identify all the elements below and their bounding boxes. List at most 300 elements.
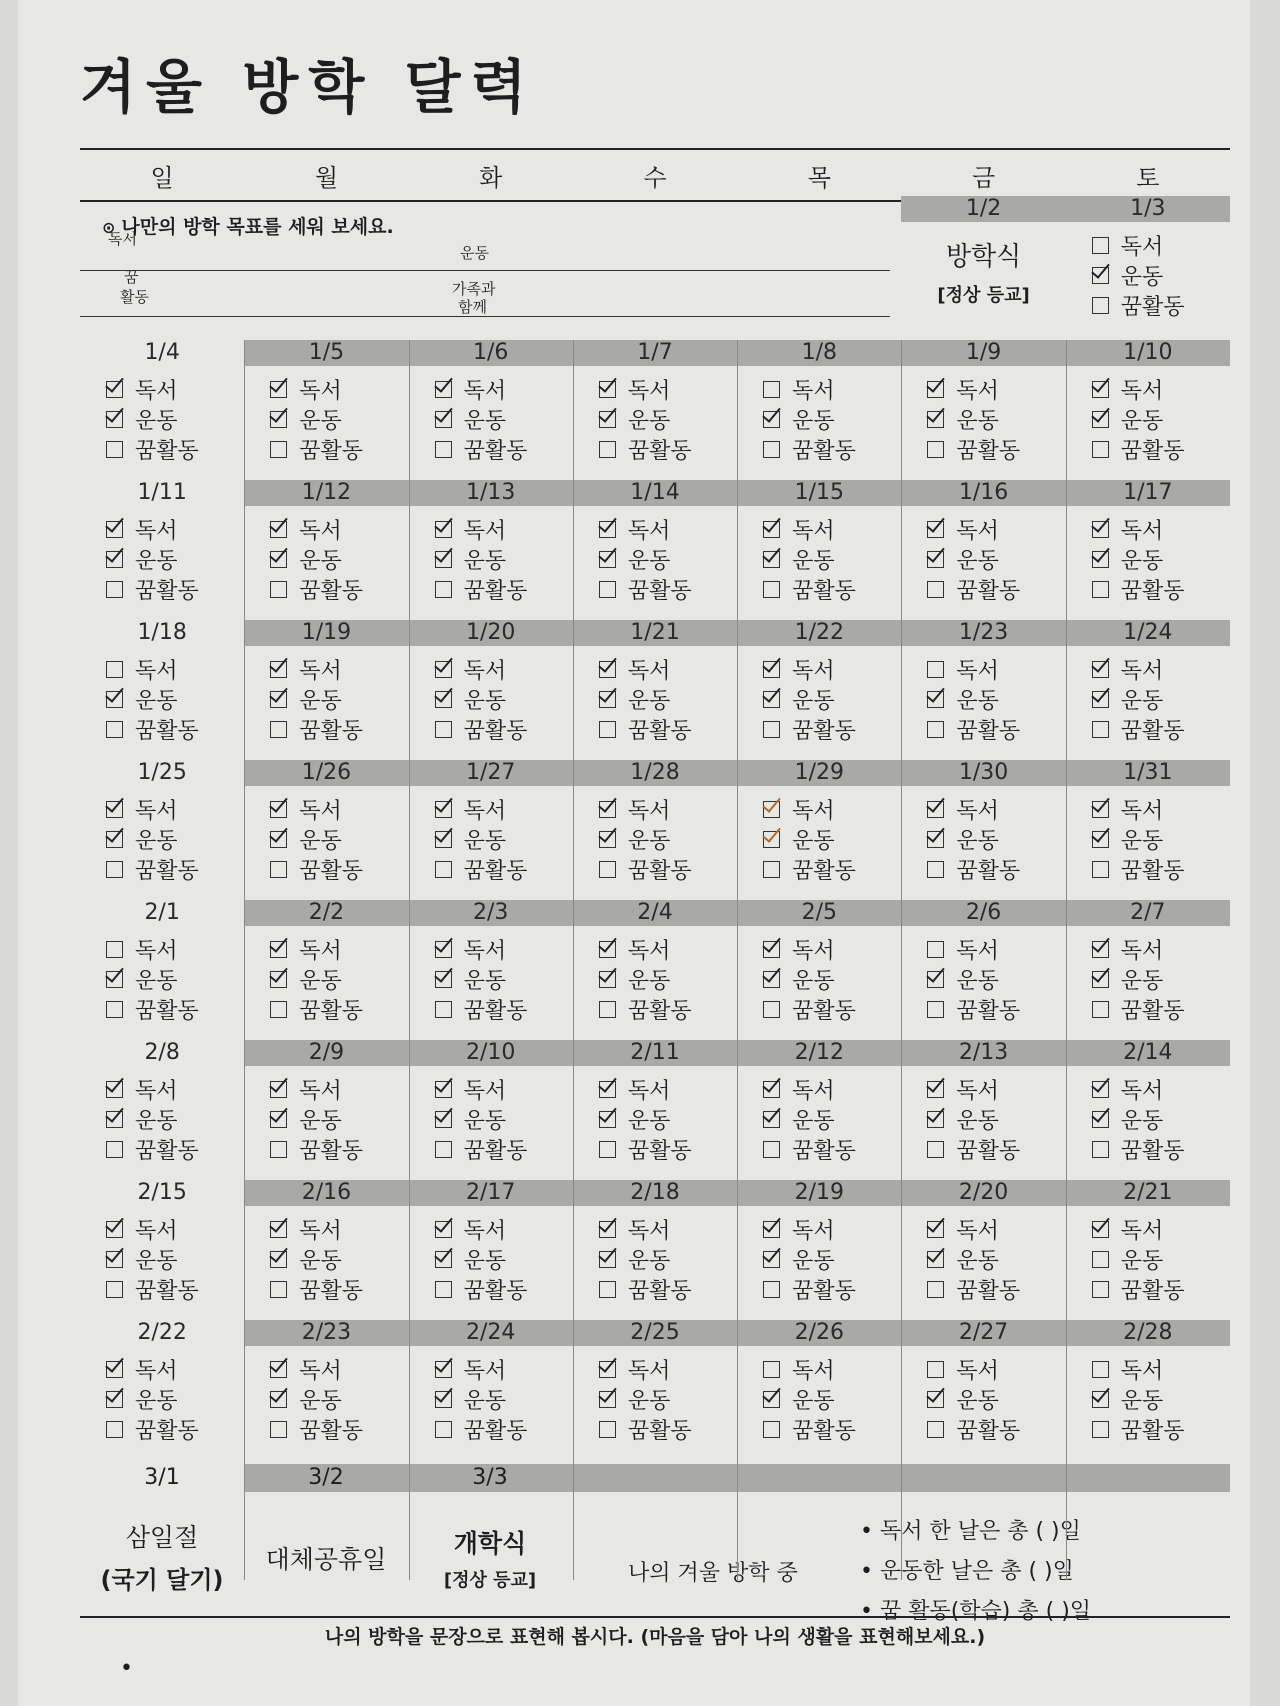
reading-checkbox[interactable] — [270, 941, 287, 958]
exercise-checkbox[interactable] — [599, 971, 616, 988]
activity-label: 운동 — [792, 968, 835, 994]
date-label: 2/7 — [1066, 900, 1230, 926]
activity-label: 꿈활동 — [299, 858, 364, 884]
activity-list — [901, 926, 1065, 1024]
exercise-checkbox[interactable] — [763, 411, 780, 428]
exercise-checkbox[interactable] — [599, 1391, 616, 1408]
dream-item — [270, 714, 408, 744]
reading-checkbox[interactable] — [435, 521, 452, 538]
reading-checkbox[interactable] — [763, 521, 780, 538]
dream-item — [435, 434, 573, 464]
reading-checkbox[interactable] — [435, 801, 452, 818]
activity-label: 운동 — [135, 968, 178, 994]
reading-checkbox[interactable] — [106, 1221, 123, 1238]
exercise-item — [435, 964, 573, 994]
dream-checkbox[interactable] — [435, 441, 452, 458]
activity-label: 꿈활동 — [792, 998, 856, 1024]
reading-checkbox[interactable] — [106, 801, 123, 818]
dream-checkbox[interactable] — [599, 1001, 616, 1018]
reading-checkbox[interactable] — [270, 661, 287, 678]
exercise-item — [435, 404, 573, 434]
exercise-checkbox[interactable] — [599, 551, 616, 568]
dream-item — [1092, 1414, 1230, 1444]
day-cell — [573, 340, 737, 478]
date-label: 2/21 — [1066, 1180, 1230, 1206]
activity-label: 꿈활동 — [463, 438, 528, 464]
reading-checkbox[interactable] — [1092, 941, 1109, 958]
reading-checkbox[interactable] — [435, 1361, 452, 1378]
exercise-checkbox[interactable] — [270, 411, 287, 428]
dream-item — [599, 854, 737, 884]
exercise-checkbox[interactable] — [927, 831, 944, 848]
reading-checkbox[interactable] — [599, 521, 616, 538]
exercise-checkbox[interactable] — [927, 411, 944, 428]
dream-checkbox[interactable] — [599, 861, 616, 878]
dream-checkbox[interactable] — [1092, 297, 1109, 314]
exercise-item — [1092, 964, 1230, 994]
exercise-checkbox[interactable] — [270, 1391, 287, 1408]
dream-item — [270, 994, 408, 1024]
dream-item — [927, 854, 1065, 884]
exercise-checkbox[interactable] — [599, 1111, 616, 1128]
exercise-checkbox[interactable] — [763, 1111, 780, 1128]
reading-item — [106, 514, 244, 544]
activity-label: 운동 — [135, 828, 178, 854]
exercise-item — [927, 404, 1065, 434]
dream-checkbox[interactable] — [1092, 1421, 1109, 1438]
activity-list — [573, 786, 737, 884]
dream-item — [270, 1414, 408, 1444]
activity-label: 운동 — [792, 548, 835, 574]
reading-checkbox[interactable] — [927, 801, 944, 818]
reading-checkbox[interactable] — [1092, 661, 1109, 678]
exercise-item — [270, 404, 408, 434]
exercise-item — [1092, 1384, 1230, 1414]
day-cell — [80, 760, 244, 898]
dream-item — [1092, 1274, 1230, 1304]
exercise-checkbox[interactable] — [106, 1111, 123, 1128]
activity-label: 독서 — [299, 798, 342, 824]
goal-family-label-1: 가족과 — [452, 280, 496, 298]
dream-checkbox[interactable] — [270, 1141, 287, 1158]
week-row — [80, 620, 1230, 758]
reading-checkbox[interactable] — [599, 1361, 616, 1378]
exercise-checkbox[interactable] — [1092, 411, 1109, 428]
day-cell — [573, 480, 737, 618]
week-row — [80, 1040, 1230, 1178]
exercise-checkbox[interactable] — [270, 831, 287, 848]
reading-checkbox[interactable] — [763, 801, 780, 818]
dream-item — [1092, 714, 1230, 744]
activity-list — [901, 1066, 1065, 1164]
reading-checkbox[interactable] — [599, 1081, 616, 1098]
activity-label: 독서 — [463, 798, 507, 824]
dream-item — [1092, 994, 1230, 1024]
exercise-checkbox[interactable] — [763, 1391, 780, 1408]
dream-checkbox[interactable] — [763, 721, 780, 738]
activity-label: 독서 — [1120, 798, 1164, 824]
reading-checkbox[interactable] — [599, 941, 616, 958]
day-cell — [737, 1320, 901, 1458]
exercise-checkbox[interactable] — [435, 971, 452, 988]
exercise-checkbox[interactable] — [106, 1251, 123, 1268]
activity-label: 독서 — [627, 1078, 671, 1104]
exercise-checkbox[interactable] — [927, 691, 944, 708]
dream-checkbox[interactable] — [435, 581, 452, 598]
exercise-checkbox[interactable] — [1092, 831, 1109, 848]
reading-checkbox[interactable] — [927, 941, 944, 958]
dream-checkbox[interactable] — [927, 1001, 944, 1018]
reading-checkbox[interactable] — [599, 661, 616, 678]
dream-checkbox[interactable] — [106, 1421, 123, 1438]
activity-label: 운동 — [627, 408, 671, 434]
reading-checkbox[interactable] — [106, 1361, 123, 1378]
exercise-checkbox[interactable] — [763, 831, 780, 848]
dream-checkbox[interactable] — [1092, 861, 1109, 878]
reading-checkbox[interactable] — [927, 1081, 944, 1098]
reading-checkbox[interactable] — [1092, 1221, 1109, 1238]
dream-checkbox[interactable] — [270, 1001, 287, 1018]
dream-checkbox[interactable] — [763, 581, 780, 598]
dream-checkbox[interactable] — [435, 1001, 452, 1018]
reading-checkbox[interactable] — [1092, 381, 1109, 398]
reading-checkbox[interactable] — [106, 1081, 123, 1098]
weekday-sun: 일 — [150, 164, 174, 192]
dream-checkbox[interactable] — [270, 721, 287, 738]
day-cell — [901, 340, 1065, 478]
exercise-item — [1092, 1104, 1230, 1134]
day-cell — [737, 340, 901, 478]
activity-label: 운동 — [956, 688, 999, 714]
date-label: 1/2 — [901, 196, 1065, 222]
reading-checkbox[interactable] — [1092, 1081, 1109, 1098]
dream-checkbox[interactable] — [927, 441, 944, 458]
activity-label: 독서 — [1120, 234, 1164, 260]
activity-label: 독서 — [956, 378, 999, 404]
exercise-checkbox[interactable] — [435, 691, 452, 708]
day-cell — [1066, 1180, 1230, 1318]
dream-checkbox[interactable] — [106, 1281, 123, 1298]
reading-checkbox[interactable] — [106, 661, 123, 678]
date-label: 1/13 — [409, 480, 573, 506]
activity-label: 운동 — [299, 1108, 342, 1134]
activity-label: 독서 — [956, 1218, 999, 1244]
reading-checkbox[interactable] — [927, 1221, 944, 1238]
reading-item — [1092, 514, 1230, 544]
reading-checkbox[interactable] — [435, 381, 452, 398]
reading-checkbox[interactable] — [270, 801, 287, 818]
exercise-checkbox[interactable] — [599, 411, 616, 428]
activity-label: 꿈활동 — [463, 1138, 528, 1164]
activity-label: 꿈활동 — [1120, 438, 1185, 464]
dream-checkbox[interactable] — [1092, 1141, 1109, 1158]
activity-list — [409, 366, 573, 464]
reading-checkbox[interactable] — [270, 521, 287, 538]
reading-checkbox[interactable] — [1092, 521, 1109, 538]
reading-checkbox[interactable] — [270, 1361, 287, 1378]
activity-label: 운동 — [1120, 1388, 1164, 1414]
exercise-checkbox[interactable] — [927, 1111, 944, 1128]
activity-label: 독서 — [1120, 518, 1164, 544]
activity-label: 꿈활동 — [135, 1138, 199, 1164]
dream-checkbox[interactable] — [1092, 581, 1109, 598]
activity-list — [1066, 222, 1230, 320]
exercise-item — [106, 824, 244, 854]
exercise-checkbox[interactable] — [435, 411, 452, 428]
reading-checkbox[interactable] — [927, 1361, 944, 1378]
reading-checkbox[interactable] — [763, 1221, 780, 1238]
exercise-checkbox[interactable] — [106, 831, 123, 848]
exercise-checkbox[interactable] — [1092, 971, 1109, 988]
reading-checkbox[interactable] — [927, 381, 944, 398]
reading-checkbox[interactable] — [599, 1221, 616, 1238]
dream-checkbox[interactable] — [106, 721, 123, 738]
reading-item — [435, 934, 573, 964]
exercise-checkbox[interactable] — [1092, 691, 1109, 708]
date-label: 1/20 — [409, 620, 573, 646]
activity-label: 꿈활동 — [135, 438, 199, 464]
activity-label: 꿈활동 — [135, 718, 199, 744]
exercise-item — [106, 544, 244, 574]
dream-checkbox[interactable] — [270, 441, 287, 458]
activity-list — [80, 1066, 244, 1164]
exercise-checkbox[interactable] — [106, 411, 123, 428]
exercise-checkbox[interactable] — [599, 1251, 616, 1268]
weekday-fri: 금 — [971, 164, 996, 192]
activity-label: 운동 — [1120, 264, 1164, 290]
dream-checkbox[interactable] — [270, 581, 287, 598]
exercise-checkbox[interactable] — [270, 1111, 287, 1128]
exercise-checkbox[interactable] — [270, 1251, 287, 1268]
activity-list — [409, 1066, 573, 1164]
dream-checkbox[interactable] — [435, 1421, 452, 1438]
reading-item — [106, 794, 244, 824]
reading-checkbox[interactable] — [270, 1221, 287, 1238]
date-label: 1/5 — [244, 340, 408, 366]
dream-item — [927, 714, 1065, 744]
exercise-checkbox[interactable] — [1092, 551, 1109, 568]
exercise-checkbox[interactable] — [435, 1251, 452, 1268]
reading-item — [1092, 794, 1230, 824]
dream-checkbox[interactable] — [763, 1141, 780, 1158]
holiday-title: 삼일절 — [125, 1523, 199, 1552]
activity-label: 운동 — [299, 1388, 342, 1414]
reading-item — [1092, 374, 1230, 404]
reading-checkbox[interactable] — [1092, 1361, 1109, 1378]
circle-bullet-icon: ⊙ — [102, 218, 116, 237]
reading-checkbox[interactable] — [106, 941, 123, 958]
dream-checkbox[interactable] — [106, 861, 123, 878]
activity-list — [1066, 1206, 1230, 1304]
dream-checkbox[interactable] — [270, 1421, 287, 1438]
reading-checkbox[interactable] — [763, 661, 780, 678]
reading-checkbox[interactable] — [435, 941, 452, 958]
dream-checkbox[interactable] — [1092, 721, 1109, 738]
exercise-checkbox[interactable] — [106, 971, 123, 988]
dream-checkbox[interactable] — [599, 1141, 616, 1158]
reading-checkbox[interactable] — [270, 381, 287, 398]
goal-exercise-label: 운동 — [460, 244, 489, 262]
exercise-checkbox[interactable] — [435, 1391, 452, 1408]
dream-checkbox[interactable] — [1092, 441, 1109, 458]
reading-item — [1092, 934, 1230, 964]
activity-label: 독서 — [463, 1078, 507, 1104]
dream-checkbox[interactable] — [763, 1001, 780, 1018]
activity-label: 독서 — [792, 1358, 835, 1384]
activity-label: 운동 — [463, 688, 507, 714]
reading-checkbox[interactable] — [599, 381, 616, 398]
exercise-item — [599, 964, 737, 994]
date-label: 2/10 — [409, 1040, 573, 1066]
reading-checkbox[interactable] — [763, 1361, 780, 1378]
exercise-checkbox[interactable] — [435, 1111, 452, 1128]
reading-item — [927, 934, 1065, 964]
exercise-checkbox[interactable] — [763, 551, 780, 568]
activity-label: 꿈활동 — [627, 578, 692, 604]
reading-checkbox[interactable] — [106, 521, 123, 538]
activity-label: 꿈활동 — [792, 438, 856, 464]
exercise-checkbox[interactable] — [599, 831, 616, 848]
dream-checkbox[interactable] — [927, 581, 944, 598]
activity-label: 꿈활동 — [135, 1278, 199, 1304]
exercise-item — [599, 544, 737, 574]
date-label: 1/26 — [244, 760, 408, 786]
holiday-title: 대체공휴일 — [265, 1545, 387, 1574]
day-cell — [80, 1180, 244, 1318]
activity-label: 운동 — [956, 1388, 999, 1414]
dream-checkbox[interactable] — [763, 441, 780, 458]
exercise-checkbox[interactable] — [106, 551, 123, 568]
dream-checkbox[interactable] — [1092, 1001, 1109, 1018]
reading-checkbox[interactable] — [106, 381, 123, 398]
dream-checkbox[interactable] — [927, 721, 944, 738]
dream-checkbox[interactable] — [599, 721, 616, 738]
dream-checkbox[interactable] — [106, 1001, 123, 1018]
dream-checkbox[interactable] — [106, 441, 123, 458]
dream-checkbox[interactable] — [435, 721, 452, 738]
dream-item — [106, 714, 244, 744]
activity-label: 독서 — [135, 1078, 178, 1104]
exercise-checkbox[interactable] — [435, 551, 452, 568]
activity-label: 독서 — [627, 938, 671, 964]
exercise-checkbox[interactable] — [927, 551, 944, 568]
activity-label: 꿈활동 — [463, 1278, 528, 1304]
exercise-checkbox[interactable] — [927, 1251, 944, 1268]
dream-checkbox[interactable] — [599, 441, 616, 458]
dream-item — [763, 854, 901, 884]
goal-dream-label-2: 활동 — [120, 288, 149, 306]
dream-checkbox[interactable] — [927, 1421, 944, 1438]
activity-label: 독서 — [463, 1218, 507, 1244]
dream-checkbox[interactable] — [270, 861, 287, 878]
exercise-checkbox[interactable] — [270, 551, 287, 568]
dream-checkbox[interactable] — [599, 1281, 616, 1298]
dream-checkbox[interactable] — [435, 861, 452, 878]
dream-checkbox[interactable] — [599, 581, 616, 598]
exercise-checkbox[interactable] — [270, 971, 287, 988]
dream-checkbox[interactable] — [106, 581, 123, 598]
exercise-item — [1092, 684, 1230, 714]
exercise-checkbox[interactable] — [106, 691, 123, 708]
reading-checkbox[interactable] — [927, 521, 944, 538]
dream-checkbox[interactable] — [106, 1141, 123, 1158]
date-label: 3/1 — [144, 1465, 180, 1490]
day-cell — [1066, 900, 1230, 1038]
activity-label: 꿈활동 — [1120, 578, 1185, 604]
exercise-checkbox[interactable] — [927, 971, 944, 988]
activity-label: 꿈활동 — [463, 578, 528, 604]
summary-list — [860, 1512, 1091, 1632]
activity-label: 꿈활동 — [463, 718, 528, 744]
date-label: 2/5 — [737, 900, 901, 926]
activity-label: 운동 — [299, 408, 342, 434]
reading-checkbox[interactable] — [435, 1221, 452, 1238]
reading-checkbox[interactable] — [599, 801, 616, 818]
exercise-checkbox[interactable] — [270, 691, 287, 708]
reading-checkbox[interactable] — [927, 661, 944, 678]
reading-item — [435, 1214, 573, 1244]
dream-checkbox[interactable] — [1092, 1281, 1109, 1298]
activity-list — [409, 506, 573, 604]
exercise-checkbox[interactable] — [1092, 1391, 1109, 1408]
dream-checkbox[interactable] — [763, 1421, 780, 1438]
reading-checkbox[interactable] — [435, 1081, 452, 1098]
reading-checkbox[interactable] — [435, 661, 452, 678]
reading-checkbox[interactable] — [270, 1081, 287, 1098]
activity-label: 운동 — [792, 1108, 835, 1134]
date-label: 1/11 — [137, 480, 187, 505]
dream-checkbox[interactable] — [927, 1141, 944, 1158]
reading-item — [927, 654, 1065, 684]
exercise-checkbox[interactable] — [435, 831, 452, 848]
exercise-checkbox[interactable] — [927, 1391, 944, 1408]
exercise-item — [106, 684, 244, 714]
calendar-sheet — [18, 0, 1250, 1706]
dream-checkbox[interactable] — [763, 861, 780, 878]
activity-label: 독서 — [463, 378, 507, 404]
activity-label: 운동 — [627, 828, 671, 854]
dream-checkbox[interactable] — [927, 861, 944, 878]
exercise-checkbox[interactable] — [1092, 1111, 1109, 1128]
exercise-checkbox[interactable] — [599, 691, 616, 708]
dream-checkbox[interactable] — [435, 1141, 452, 1158]
day-cell — [1066, 480, 1230, 618]
exercise-checkbox[interactable] — [1092, 1251, 1109, 1268]
dream-checkbox[interactable] — [270, 1281, 287, 1298]
reading-item — [1092, 1214, 1230, 1244]
dream-checkbox[interactable] — [763, 1281, 780, 1298]
reading-checkbox[interactable] — [1092, 237, 1109, 254]
dream-checkbox[interactable] — [599, 1421, 616, 1438]
dream-item — [927, 1274, 1065, 1304]
activity-label: 꿈활동 — [627, 718, 692, 744]
exercise-checkbox[interactable] — [763, 971, 780, 988]
reading-checkbox[interactable] — [763, 1081, 780, 1098]
reading-checkbox[interactable] — [763, 381, 780, 398]
exercise-checkbox[interactable] — [763, 1251, 780, 1268]
exercise-checkbox[interactable] — [763, 691, 780, 708]
reading-checkbox[interactable] — [1092, 801, 1109, 818]
exercise-checkbox[interactable] — [106, 1391, 123, 1408]
reading-checkbox[interactable] — [763, 941, 780, 958]
activity-label: 꿈활동 — [1120, 858, 1185, 884]
dream-checkbox[interactable] — [927, 1281, 944, 1298]
exercise-checkbox[interactable] — [1092, 267, 1109, 284]
dream-checkbox[interactable] — [435, 1281, 452, 1298]
activity-label: 꿈활동 — [299, 438, 364, 464]
activity-label: 운동 — [135, 548, 178, 574]
activity-label: 운동 — [627, 1388, 671, 1414]
